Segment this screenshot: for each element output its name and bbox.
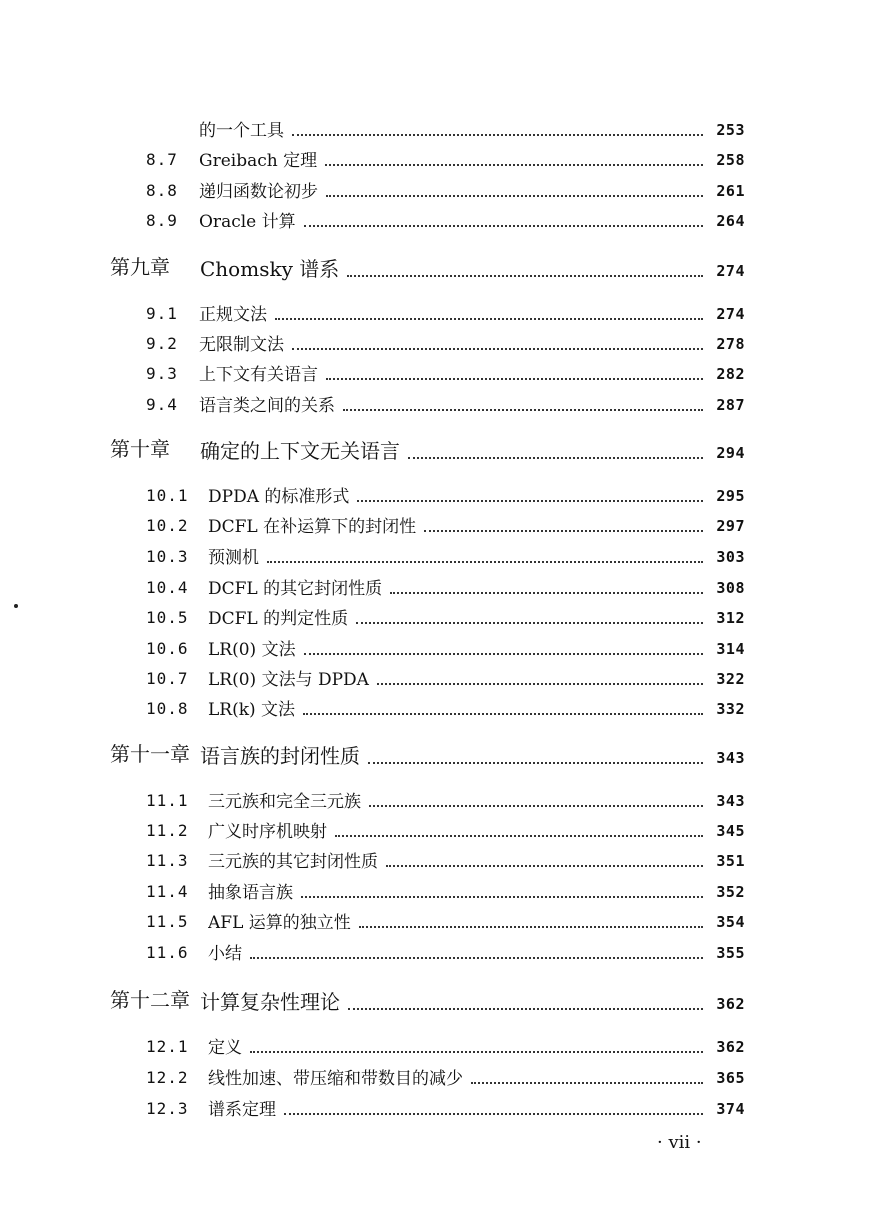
section-number: 10.3 xyxy=(146,547,189,566)
entry-title-line xyxy=(208,908,709,933)
entry-title-line xyxy=(208,543,709,568)
dot-leader xyxy=(304,653,703,655)
entry-title: 线性加速、带压缩和带数目的减少 xyxy=(208,1069,463,1089)
entry-title: DPDA 的标准形式 xyxy=(208,487,350,507)
toc-section-entry xyxy=(0,359,869,385)
toc-section-entry xyxy=(0,1094,869,1120)
scan-speck xyxy=(14,604,18,608)
entry-title-line xyxy=(208,635,709,660)
toc-section-entry xyxy=(0,1032,869,1058)
entry-title-line xyxy=(199,207,709,232)
entry-title-line xyxy=(208,1033,709,1058)
page-number: 352 xyxy=(716,883,745,901)
toc-section-entry xyxy=(0,145,869,171)
page-number: 297 xyxy=(716,517,745,535)
toc-section-entry xyxy=(0,542,869,568)
dot-leader xyxy=(250,957,703,959)
toc-section-entry xyxy=(0,390,869,416)
entry-title: 定义 xyxy=(208,1038,242,1058)
page-number: 343 xyxy=(716,749,745,767)
dot-leader xyxy=(284,1113,703,1115)
page-number: 261 xyxy=(716,182,745,200)
dot-leader xyxy=(359,926,703,928)
page-number: 264 xyxy=(716,212,745,230)
toc-section-entry xyxy=(0,938,869,964)
entry-title-line xyxy=(199,116,709,141)
entry-title-line xyxy=(200,740,709,769)
dot-leader xyxy=(301,896,703,898)
page-folio: · vii · xyxy=(657,1132,702,1153)
page-number: 312 xyxy=(716,609,745,627)
entry-title-line xyxy=(208,665,709,690)
entry-title: 无限制文法 xyxy=(199,335,284,355)
page-number: 355 xyxy=(716,944,745,962)
entry-title-line xyxy=(208,1064,709,1089)
page-number: 294 xyxy=(716,444,745,462)
section-number: 12.2 xyxy=(146,1068,189,1087)
toc-section-entry xyxy=(0,786,869,812)
entry-title: 递归函数论初步 xyxy=(199,182,318,202)
dot-leader xyxy=(325,164,703,166)
dot-leader xyxy=(304,225,703,227)
dot-leader xyxy=(343,409,703,411)
chapter-number: 第九章 xyxy=(110,255,170,279)
dot-leader xyxy=(275,318,703,320)
entry-title: 预测机 xyxy=(208,548,259,568)
entry-title-line xyxy=(208,482,709,507)
page-number: 295 xyxy=(716,487,745,505)
toc-section-entry xyxy=(0,694,869,720)
section-number: 9.4 xyxy=(146,395,178,414)
entry-title: 抽象语言族 xyxy=(208,883,293,903)
entry-title-line xyxy=(208,695,709,720)
toc-section-entry xyxy=(0,511,869,537)
dot-leader xyxy=(250,1051,703,1053)
dot-leader xyxy=(335,835,703,837)
toc-section-entry xyxy=(0,846,869,872)
entry-title-line xyxy=(199,300,709,325)
section-number: 11.2 xyxy=(146,821,189,840)
entry-title: DCFL 在补运算下的封闭性 xyxy=(208,517,417,537)
entry-title-line xyxy=(199,146,709,171)
page-number: 314 xyxy=(716,640,745,658)
section-number: 11.1 xyxy=(146,791,189,810)
entry-title-line xyxy=(208,939,709,964)
section-number: 11.4 xyxy=(146,882,189,901)
section-number: 9.1 xyxy=(146,304,178,323)
entry-title-line xyxy=(199,360,709,385)
entry-title-line xyxy=(208,787,709,812)
entry-title: 三元族的其它封闭性质 xyxy=(208,852,378,872)
entry-title-line xyxy=(208,512,709,537)
dot-leader xyxy=(292,134,703,136)
toc-section-entry xyxy=(0,329,869,355)
section-number: 8.8 xyxy=(146,181,178,200)
toc-chapter-entry xyxy=(0,743,869,769)
entry-title: 正规文法 xyxy=(199,305,267,325)
entry-title: 语言族的封闭性质 xyxy=(200,744,360,768)
page-number: 322 xyxy=(716,670,745,688)
page-number: 253 xyxy=(716,121,745,139)
chapter-number: 第十一章 xyxy=(110,742,190,766)
entry-title: DCFL 的其它封闭性质 xyxy=(208,579,383,599)
dot-leader xyxy=(408,457,703,459)
toc-section-entry xyxy=(0,481,869,507)
chapter-number: 第十章 xyxy=(110,437,170,461)
entry-title-line xyxy=(199,391,709,416)
entry-title-line xyxy=(199,177,709,202)
dot-leader xyxy=(303,713,703,715)
dot-leader xyxy=(348,1008,703,1010)
entry-title: 三元族和完全三元族 xyxy=(208,792,361,812)
page-number: 332 xyxy=(716,700,745,718)
toc-section-entry xyxy=(0,1063,869,1089)
section-number: 10.7 xyxy=(146,669,189,688)
entry-title: 计算复杂性理论 xyxy=(200,990,340,1014)
page-number: 345 xyxy=(716,822,745,840)
dot-leader xyxy=(347,275,703,277)
page-number: 303 xyxy=(716,548,745,566)
entry-title-line xyxy=(208,817,709,842)
entry-title: 确定的上下文无关语言 xyxy=(200,439,400,463)
entry-title: LR(0) 文法与 DPDA xyxy=(208,670,369,690)
section-number: 11.6 xyxy=(146,943,189,962)
section-number: 9.3 xyxy=(146,364,178,383)
page-number: 274 xyxy=(716,305,745,323)
entry-title: 谱系定理 xyxy=(208,1100,276,1120)
toc-section-entry xyxy=(0,816,869,842)
page-number: 354 xyxy=(716,913,745,931)
toc-chapter-entry xyxy=(0,256,869,282)
dot-leader xyxy=(386,865,703,867)
page-number: 343 xyxy=(716,792,745,810)
entry-title: 小结 xyxy=(208,944,242,964)
dot-leader xyxy=(357,500,703,502)
dot-leader xyxy=(326,195,703,197)
entry-title: 语言类之间的关系 xyxy=(199,396,335,416)
entry-title: Oracle 计算 xyxy=(199,212,296,232)
section-number: 11.5 xyxy=(146,912,189,931)
toc-section-entry xyxy=(0,206,869,232)
section-number: 10.4 xyxy=(146,578,189,597)
toc-chapter-entry xyxy=(0,989,869,1015)
dot-leader xyxy=(368,762,703,764)
page-number: 274 xyxy=(716,262,745,280)
entry-title: DCFL 的判定性质 xyxy=(208,609,349,629)
toc-section-entry xyxy=(0,115,869,141)
dot-leader xyxy=(369,805,703,807)
entry-title-line xyxy=(208,878,709,903)
entry-title: LR(0) 文法 xyxy=(208,640,296,660)
entry-title: Chomsky 谱系 xyxy=(200,257,340,281)
entry-title: 的一个工具 xyxy=(199,121,284,141)
toc-section-entry xyxy=(0,907,869,933)
page-number: 365 xyxy=(716,1069,745,1087)
section-number: 12.1 xyxy=(146,1037,189,1056)
dot-leader xyxy=(267,561,703,563)
entry-title-line xyxy=(199,330,709,355)
page-number: 308 xyxy=(716,579,745,597)
dot-leader xyxy=(390,592,703,594)
entry-title: LR(k) 文法 xyxy=(208,700,296,720)
section-number: 12.3 xyxy=(146,1099,189,1118)
entry-title-line xyxy=(200,986,709,1015)
dot-leader xyxy=(471,1082,703,1084)
page-number: 351 xyxy=(716,852,745,870)
page-number: 282 xyxy=(716,365,745,383)
toc-section-entry xyxy=(0,299,869,325)
page-number: 362 xyxy=(716,1038,745,1056)
entry-title: Greibach 定理 xyxy=(199,151,318,171)
section-number: 8.7 xyxy=(146,150,178,169)
entry-title: AFL 运算的独立性 xyxy=(208,913,351,933)
entry-title-line xyxy=(208,574,709,599)
page-number: 287 xyxy=(716,396,745,414)
section-number: 10.2 xyxy=(146,516,189,535)
section-number: 10.6 xyxy=(146,639,189,658)
dot-leader xyxy=(326,378,703,380)
dot-leader xyxy=(377,683,703,685)
entry-title-line xyxy=(200,253,709,282)
toc-section-entry xyxy=(0,664,869,690)
entry-title-line xyxy=(208,847,709,872)
entry-title-line xyxy=(208,604,709,629)
toc-section-entry xyxy=(0,176,869,202)
section-number: 9.2 xyxy=(146,334,178,353)
page-number: 258 xyxy=(716,151,745,169)
toc-chapter-entry xyxy=(0,438,869,464)
entry-title-line xyxy=(208,1095,709,1120)
dot-leader xyxy=(424,530,703,532)
toc-section-entry xyxy=(0,573,869,599)
section-number: 10.5 xyxy=(146,608,189,627)
entry-title: 广义时序机映射 xyxy=(208,822,327,842)
entry-title: 上下文有关语言 xyxy=(199,365,318,385)
dot-leader xyxy=(292,348,703,350)
chapter-number: 第十二章 xyxy=(110,988,190,1012)
toc-section-entry xyxy=(0,603,869,629)
entry-title-line xyxy=(200,435,709,464)
section-number: 10.1 xyxy=(146,486,189,505)
toc-section-entry xyxy=(0,877,869,903)
section-number: 8.9 xyxy=(146,211,178,230)
page-number: 374 xyxy=(716,1100,745,1118)
section-number: 10.8 xyxy=(146,699,189,718)
dot-leader xyxy=(356,622,703,624)
page-number: 278 xyxy=(716,335,745,353)
toc-section-entry xyxy=(0,634,869,660)
section-number: 11.3 xyxy=(146,851,189,870)
page-number: 362 xyxy=(716,995,745,1013)
